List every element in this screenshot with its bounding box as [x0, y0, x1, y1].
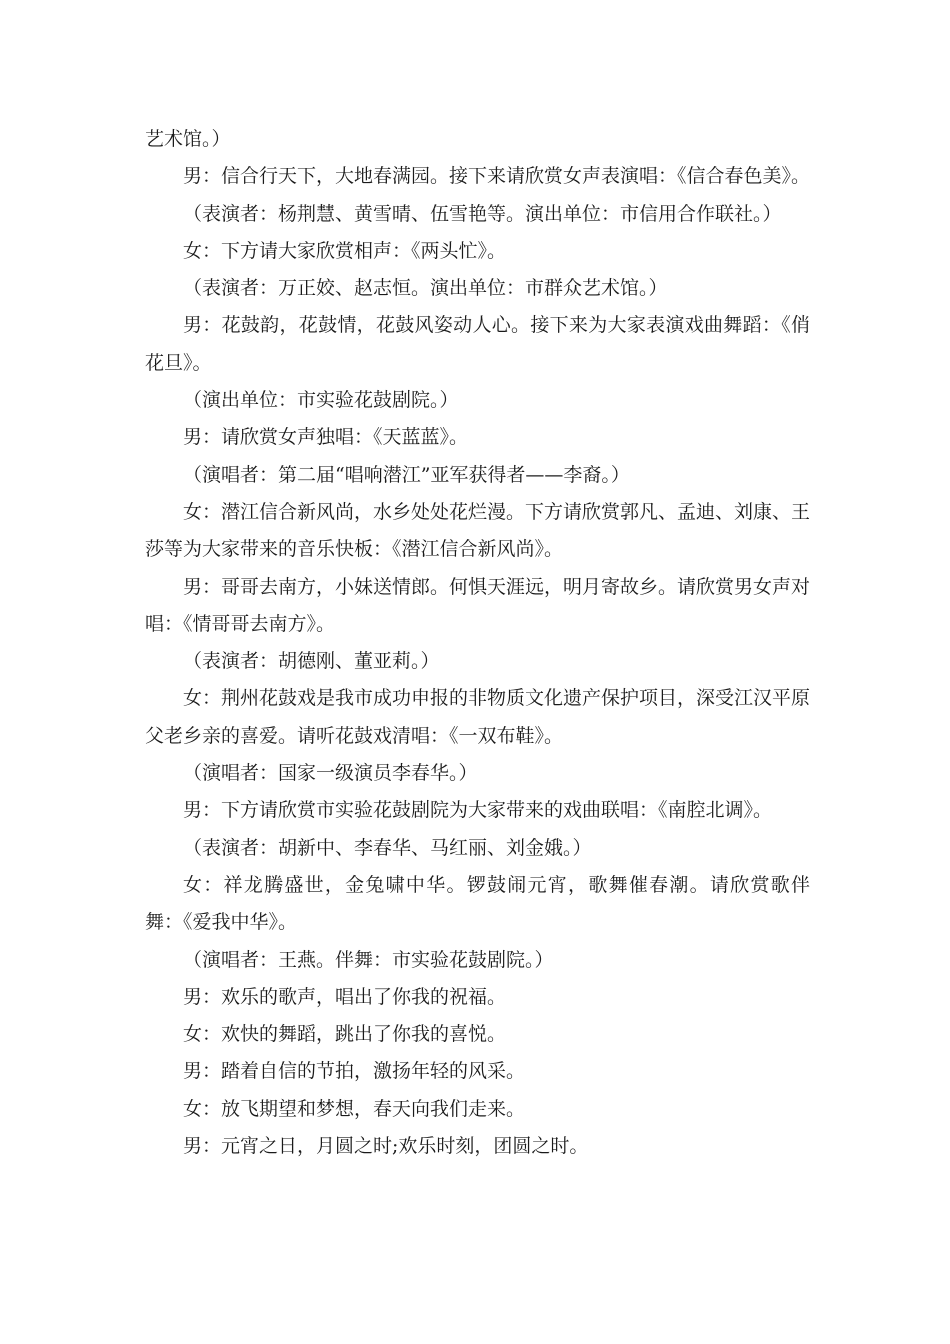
paragraph: 女：潜江信合新风尚，水乡处处花烂漫。下方请欣赏郭凡、孟迪、刘康、王莎等为大家带来的音乐快板：《潜江信合新风尚》。 — [145, 500, 811, 561]
paragraph: 女：荆州花鼓戏是我市成功申报的非物质文化遗产保护项目，深受江汉平原父老乡亲的喜爱。请听花鼓戏清唱：《一双布鞋》。 — [145, 687, 811, 747]
paragraph: 女：祥龙腾盛世，金兔啸中华。锣鼓闹元宵，歌舞催春潮。请欣赏歌伴舞：《爱我中华》。 — [145, 873, 810, 934]
paragraph: 女：下方请大家欣赏相声：《两头忙》。 — [183, 239, 507, 262]
paragraph: （演出单位：市实验花鼓剧院。） — [183, 389, 459, 412]
paragraph-continuation: 艺术馆。） — [145, 128, 231, 150]
paragraph: 男：哥哥去南方，小妹送情郎。何惧天涯远，明月寄故乡。请欣赏男女声对唱：《情哥哥去南方》。 — [145, 575, 811, 635]
paragraph: （演唱者：王燕。伴舞：市实验花鼓剧院。） — [183, 948, 554, 971]
document-page — [145, 121, 810, 1165]
paragraph: （表演者：万正姣、赵志恒。演出单位：市群众艺术馆。） — [183, 277, 668, 300]
paragraph: 男：欢乐的歌声，唱出了你我的祝福。 — [183, 985, 507, 1008]
paragraph: 男：花鼓韵，花鼓情，花鼓风姿动人心。接下来为大家表演戏曲舞蹈：《俏花旦》。 — [145, 314, 810, 374]
paragraph: （表演者：胡德刚、董亚莉。） — [183, 650, 440, 673]
paragraph: 男：信合行天下，大地春满园。接下来请欣赏女声表演唱：《信合春色美》。 — [183, 165, 811, 188]
paragraph: 男：踏着自信的节拍，激扬年轻的风采。 — [183, 1060, 526, 1083]
paragraph: 男：下方请欣赏市实验花鼓剧院为大家带来的戏曲联唱：《南腔北调》。 — [183, 799, 773, 822]
paragraph: 男：元宵之日，月圆之时;欢乐时刻，团圆之时。 — [183, 1135, 589, 1158]
paragraph: （表演者：杨荆慧、黄雪晴、伍雪艳等。演出单位：市信用合作联社。） — [183, 202, 782, 225]
paragraph: 女：欢快的舞蹈，跳出了你我的喜悦。 — [183, 1023, 507, 1046]
paragraph: （演唱者：国家一级演员李春华。） — [183, 762, 478, 785]
paragraph: （表演者：胡新中、李春华、马红丽、刘金娥。） — [183, 836, 592, 859]
paragraph: 女：放飞期望和梦想，春天向我们走来。 — [183, 1097, 526, 1120]
paragraph: （演唱者：第二届“唱响潜江”亚军获得者——李裔。） — [183, 463, 630, 486]
paragraph: 男：请欣赏女声独唱：《天蓝蓝》。 — [183, 426, 469, 449]
